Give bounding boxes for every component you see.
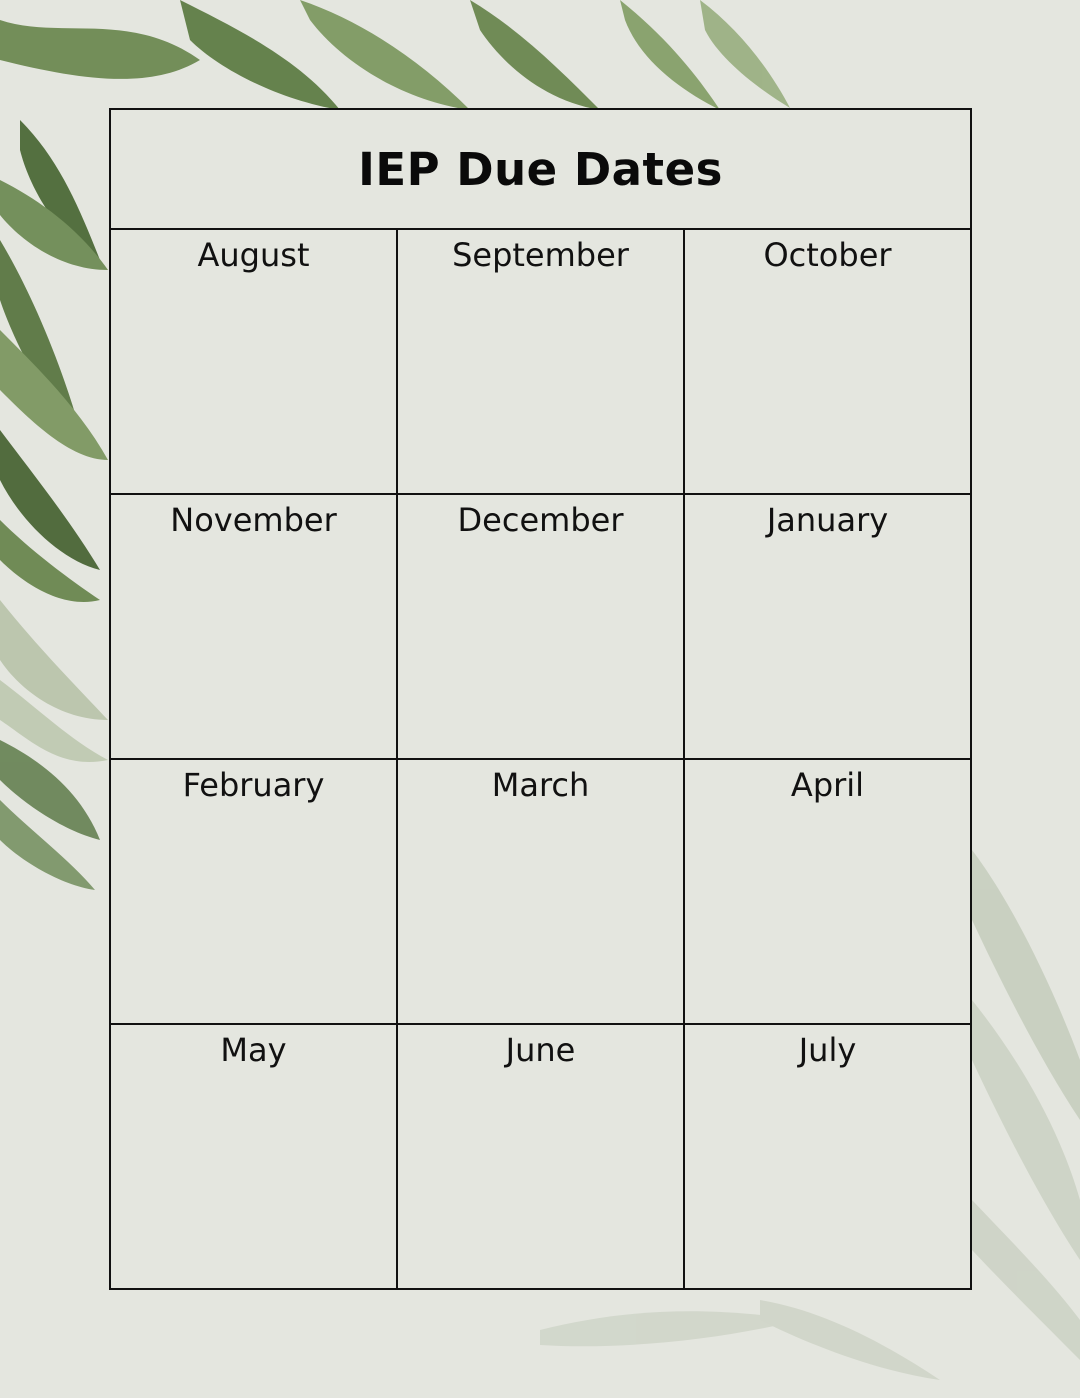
month-cell-february[interactable] [111,760,398,1025]
month-label: February [182,766,325,804]
month-cell-june[interactable] [398,1025,685,1290]
month-label: June [505,1031,576,1069]
page-title: IEP Due Dates [358,142,723,196]
month-cell-october[interactable] [685,230,970,495]
month-label: November [170,501,337,539]
month-cell-july[interactable] [685,1025,970,1290]
months-grid [111,230,970,1290]
month-label: January [766,501,889,539]
month-label: October [763,236,892,274]
iep-planner-table [109,108,972,1290]
month-label: March [491,766,590,804]
month-cell-september[interactable] [398,230,685,495]
month-cell-april[interactable] [685,760,970,1025]
month-cell-december[interactable] [398,495,685,760]
month-label: September [452,236,629,274]
title-bar [111,110,970,230]
month-cell-january[interactable] [685,495,970,760]
month-label: August [197,236,310,274]
month-cell-november[interactable] [111,495,398,760]
month-label: April [790,766,865,804]
month-label: May [220,1031,287,1069]
month-cell-march[interactable] [398,760,685,1025]
month-label: July [798,1031,857,1069]
month-cell-may[interactable] [111,1025,398,1290]
month-cell-august[interactable] [111,230,398,495]
month-label: December [457,501,624,539]
